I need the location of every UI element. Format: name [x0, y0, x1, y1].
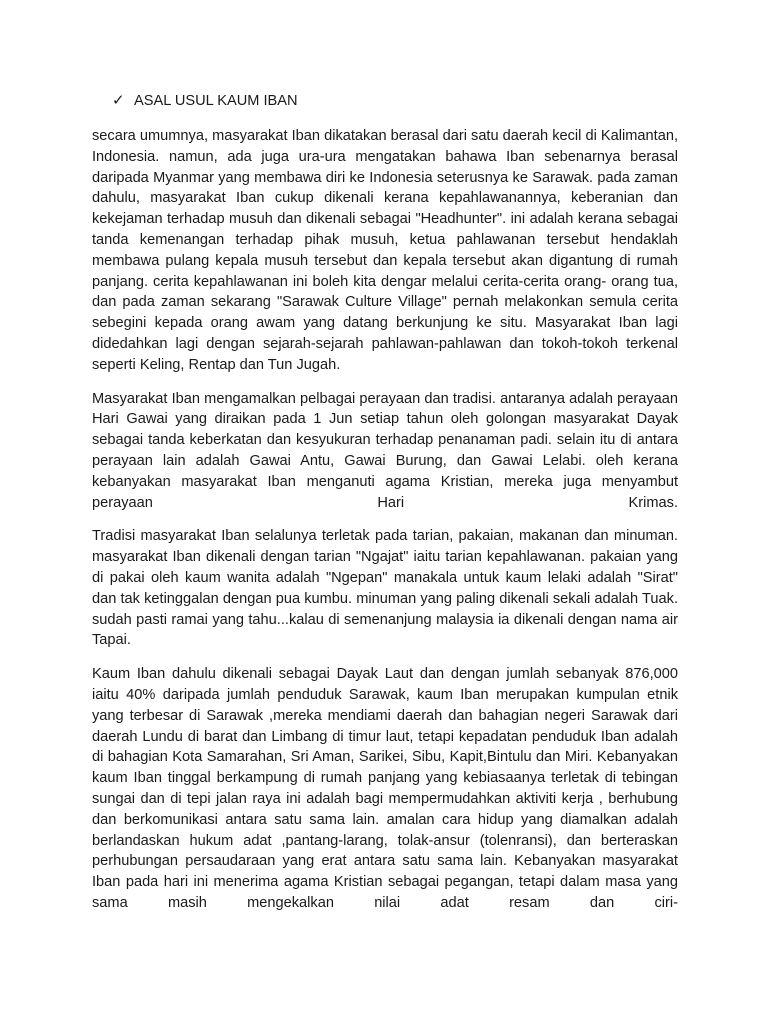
heading-title: ASAL USUL KAUM IBAN	[134, 93, 298, 109]
paragraph-traditions: Tradisi masyarakat Iban selalunya terletak pada tarian, pakaian, makanan dan minuman. masyarakat Iban dikenali dengan tarian "Ngajat" iaitu tarian kepahlawanan. pakaian yang di pakai oleh kaum wanita adalah "Ngepan" manakala untuk kaum lelaki adalah "Sirat" dan tak ketinggalan dengan pua kumbu. minuman yang paling dikenali sekali adalah Tuak. sudah pasti ramai yang tahu...kalau di semenanjung malaysia ia dikenali dengan nama air Tapai.	[92, 528, 678, 649]
paragraph-origin: secara umumnya, masyarakat Iban dikatakan berasal dari satu daerah kecil di Kalimantan, Indonesia. namun, ada juga ura-ura mengatakan bahawa Iban sebenarnya berasal daripada Myanmar yang membawa diri ke Indonesia seterusnya ke Sarawak. pada zaman dahulu, masyarakat Iban cukup dikenali kerana kepahlawanannya, keberanian dan kekejaman terhadap musuh dan dikenali sebagai "Headhunter". ini adalah kerana sebagai tanda kemenangan terhadap pihak musuh, ketua pahlawanan tersebut hendaklah membawa pulang kepala musuh tersebut dan kepala tersebut akan digantung di rumah panjang. cerita kepahlawanan ini boleh kita dengar melalui cerita-cerita orang- orang tua, dan pada zaman sekarang "Sarawak Culture Village" pernah melakonkan semula cerita sebegini kepada orang awam yang datang berkunjung ke situ. Masyarakat Iban lagi didedahkan lagi dengan sejarah-sejarah pahlawan-pahlawan dan tokoh-tokoh terkenal seperti Keling, Rentap dan Tun Jugah.	[92, 128, 678, 373]
paragraph-population: Kaum Iban dahulu dikenali sebagai Dayak Laut dan dengan jumlah sebanyak 876,000 iaitu 40% daripada jumlah penduduk Sarawak, kaum Iban merupakan kumpulan etnik yang terbesar di Sarawak ,mereka mendiami daerah dan bahagian negeri Sarawak dari daerah Lundu di barat dan Limbang di timur laut, tetapi kepadatan penduduk Iban adalah di bahagian Kota Samarahan, Sri Aman, Sarikei, Sibu, Kapit,Bintulu dan Miri. Kebanyakan kaum Iban tinggal berkampung di rumah panjang yang kebiasaanya terletak di tebingan sungai dan di tepi jalan raya ini adalah bagi mempermudahkan aktiviti kerja , berhubung dan berkomunikasi antara satu sama lain. amalan cara hidup yang diamalkan adalah berlandaskan hukum adat ,pantang-larang, tolak-ansur (tolenransi), dan berteraskan perhubungan persaudaraan yang erat antara satu sama lain. Kebanyakan masyarakat Iban pada hari ini menerima agama Kristian sebagai pegangan, tetapi dalam masa yang sama masih mengekalkan nilai adat resam dan ciri-	[92, 666, 678, 911]
paragraph-celebrations: Masyarakat Iban mengamalkan pelbagai perayaan dan tradisi. antaranya adalah perayaan Hari Gawai yang diraikan pada 1 Jun setiap tahun oleh golongan masyarakat Dayak sebagai tanda keberkatan dan kesyukuran terhadap penanaman padi. selain itu di antara perayaan lain adalah Gawai Antu, Gawai Burung, dan Gawai Lelabi. oleh kerana kebanyakan masyarakat Iban menganuti agama Kristian, mereka juga menyambut perayaan Hari Krimas.	[92, 390, 678, 511]
checkmark-icon: ✓	[112, 92, 125, 109]
body-text	[92, 126, 678, 927]
section-heading	[112, 91, 298, 111]
